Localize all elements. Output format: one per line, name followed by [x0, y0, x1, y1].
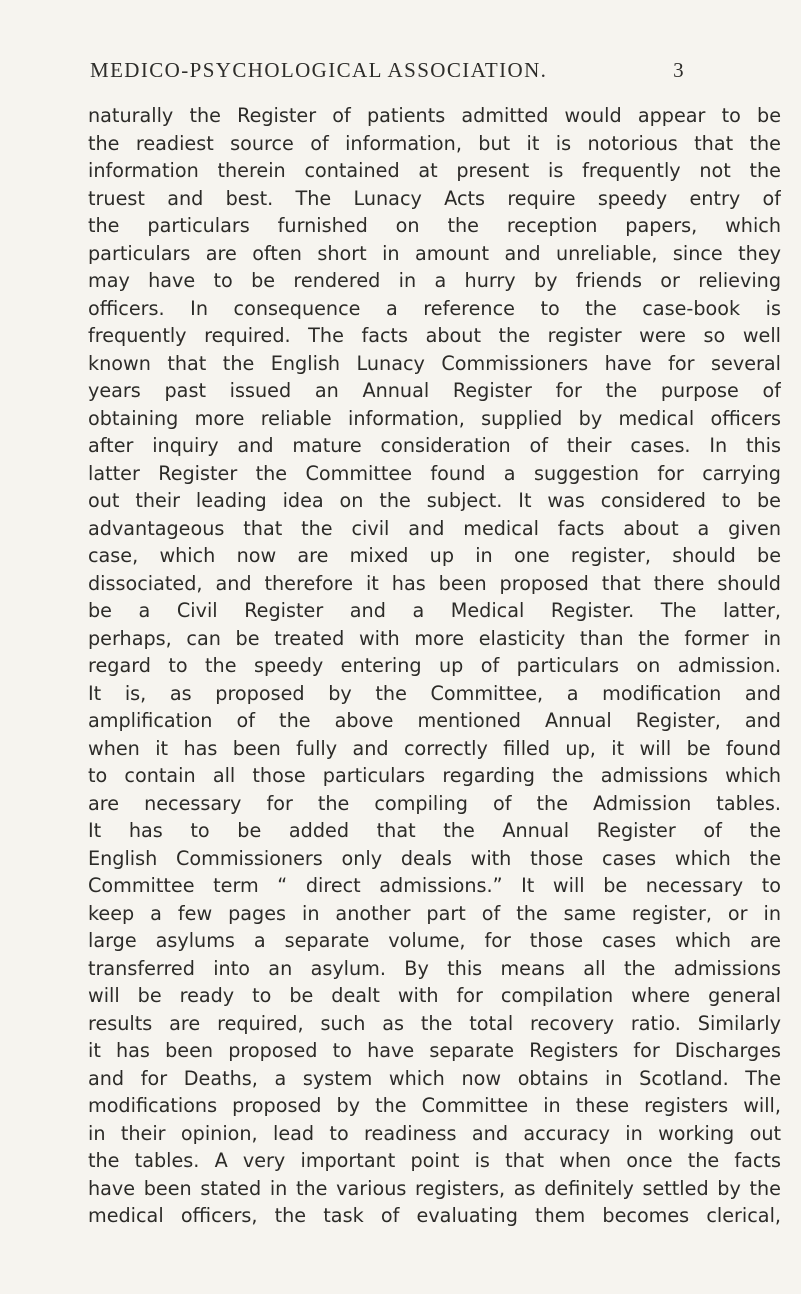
- text-line: officers. In consequence a reference to the case-book is: [88, 296, 781, 320]
- text-line: results are required, such as the total recovery ratio. Similarly: [88, 1011, 781, 1035]
- text-line: dissociated, and therefore it has been proposed that there should: [88, 571, 781, 595]
- text-line: information therein contained at present is frequently not the: [88, 159, 781, 182]
- text-line: are necessary for the compiling of the Admission tables.: [88, 791, 781, 815]
- text-line: Committee term “ direct admissions.” It will be necessary to: [88, 874, 781, 897]
- text-line: transferred into an asylum. By this means all the admissions: [88, 956, 781, 980]
- text-line: to contain all those particulars regarding the admissions which: [88, 764, 781, 787]
- text-line: amplification of the above mentioned Annual Register, and: [88, 709, 781, 732]
- text-line: the readiest source of information, but it is notorious that the: [88, 131, 781, 155]
- text-line: case, which now are mixed up in one register, should be: [88, 544, 781, 567]
- text-line: keep a few pages in another part of the same register, or in: [88, 901, 781, 925]
- text-line: regard to the speedy entering up of particulars on admission.: [88, 654, 781, 677]
- text-line: after inquiry and mature consideration of their cases. In this: [88, 434, 781, 457]
- text-line: out their leading idea on the subject. It was considered to be: [88, 489, 781, 512]
- text-line: when it has been fully and correctly filled up, it will be found: [88, 736, 781, 760]
- text-line: particulars are often short in amount and unreliable, since they: [88, 241, 781, 265]
- text-line: It is, as proposed by the Committee, a modification and: [88, 681, 781, 705]
- text-line: years past issued an Annual Register for the purpose of: [88, 379, 781, 402]
- text-line: and for Deaths, a system which now obtains in Scotland. The: [88, 1066, 781, 1090]
- text-line: naturally the Register of patients admitted would appear to be: [88, 104, 781, 127]
- body-paragraph: [88, 102, 781, 1230]
- text-line: may have to be rendered in a hurry by friends or relieving: [88, 269, 781, 292]
- running-title: MEDICO-PSYCHOLOGICAL ASSOCIATION.: [90, 58, 548, 82]
- text-line: latter Register the Committee found a suggestion for carrying: [88, 461, 781, 485]
- text-line: it has been proposed to have separate Registers for Discharges: [88, 1039, 781, 1062]
- text-line: have been stated in the various registers, as definitely settled by the: [88, 1176, 781, 1200]
- text-line: large asylums a separate volume, for those cases which are: [88, 929, 781, 952]
- text-line: the tables. A very important point is that when once the facts: [88, 1149, 781, 1172]
- text-line: be a Civil Register and a Medical Register. The latter,: [88, 599, 781, 622]
- text-line: frequently required. The facts about the register were so well: [88, 324, 781, 347]
- text-line: truest and best. The Lunacy Acts require speedy entry of: [88, 186, 781, 210]
- text-line: advantageous that the civil and medical facts about a given: [88, 516, 781, 540]
- text-line: modifications proposed by the Committee in these registers will,: [88, 1094, 781, 1117]
- text-line: in their opinion, lead to readiness and accuracy in working out: [88, 1121, 781, 1145]
- text-line: the particulars furnished on the reception papers, which: [88, 214, 781, 237]
- text-line: perhaps, can be treated with more elasticity than the former in: [88, 626, 781, 650]
- text-line: medical officers, the task of evaluating them becomes clerical,: [88, 1204, 781, 1227]
- text-line: known that the English Lunacy Commissioners have for several: [88, 351, 781, 375]
- running-head: [84, 58, 685, 88]
- text-line: obtaining more reliable information, supplied by medical officers: [88, 406, 781, 430]
- text-line: It has to be added that the Annual Register of the: [88, 819, 781, 842]
- text-line: will be ready to be dealt with for compilation where general: [88, 984, 781, 1007]
- page-number: 3: [673, 58, 685, 82]
- text-line: English Commissioners only deals with those cases which the: [88, 846, 781, 870]
